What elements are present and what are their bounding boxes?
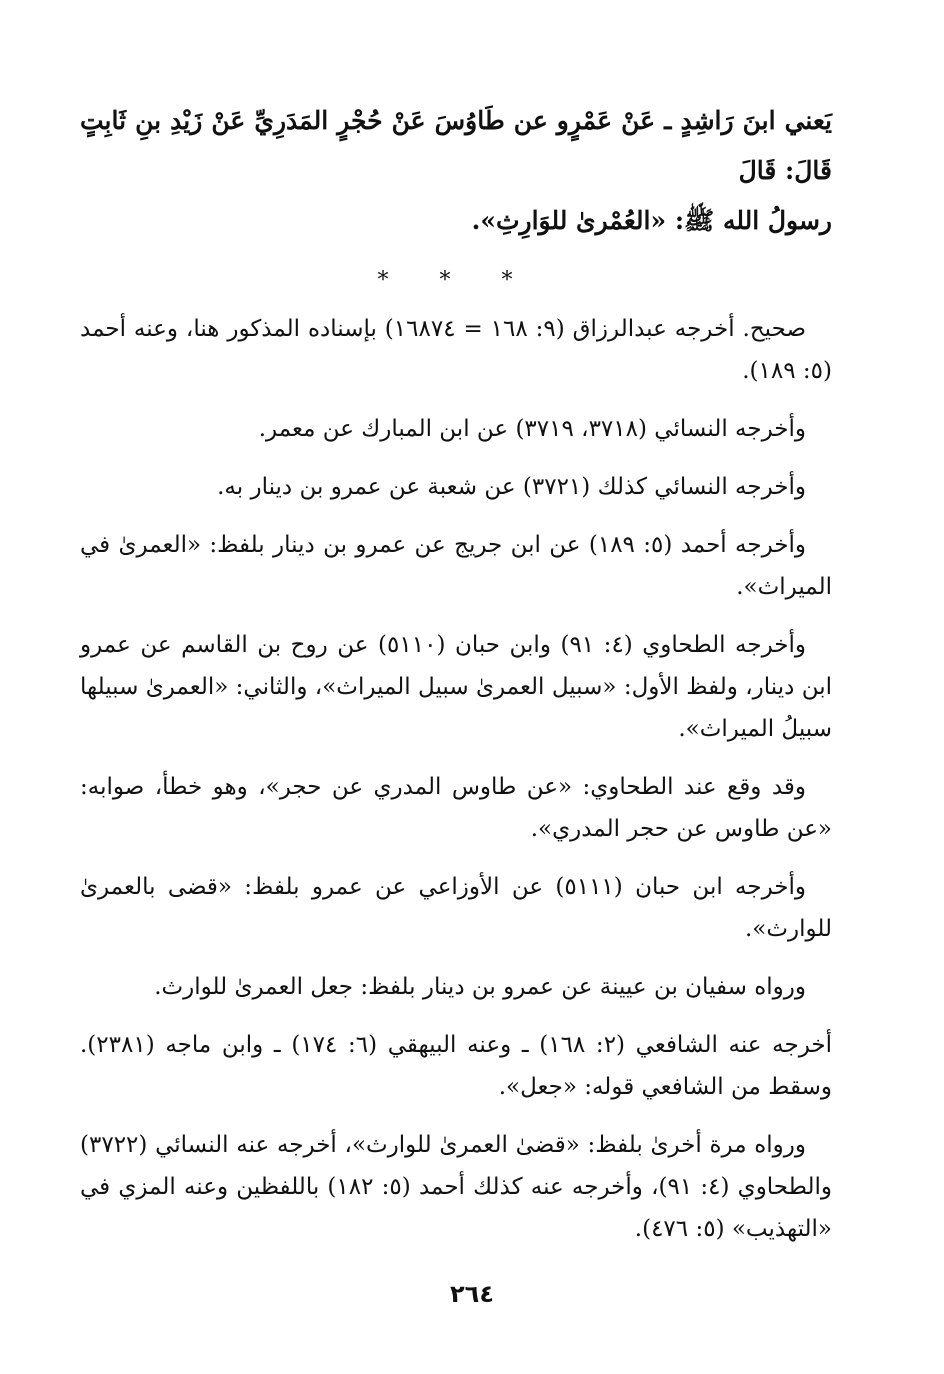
commentary-paragraph: وأخرجه النسائي كذلك (٣٧٢١) عن شعبة عن عمرو بن دينار به. <box>217 474 806 500</box>
commentary-paragraph: وأخرجه أحمد (٥: ١٨٩) عن ابن جريج عن عمرو بن دينار بلفظ: «العمرىٰ في الميراث». <box>80 532 832 600</box>
commentary-paragraph: وأخرجه النسائي (٣٧١٨، ٣٧١٩) عن ابن المبارك عن معمر. <box>258 416 806 442</box>
commentary-paragraph: ورواه مرة أخرىٰ بلفظ: «قضىٰ العمرىٰ للوارث»، أخرجه عنه النسائي (٣٧٢٢) والطحاوي (٤: ٩١)، وأخرجه عنه كذلك أحمد (٥: ١٨٢) باللفظين وعنه المزي في «التهذيب» (٥: ٤٧٦). <box>80 1132 833 1242</box>
hadith-line-2: رسولُ الله ﷺ: «العُمْرىٰ للوَارِثِ». <box>471 206 832 235</box>
page-body <box>80 96 832 1250</box>
commentary-paragraph: أخرجه عنه الشافعي (٢: ١٦٨) ـ وعنه البيهقي (٦: ١٧٤) ـ وابن ماجه (٢٣٨١). وسقط من الشافعي قوله: «جعل». <box>80 1032 833 1100</box>
commentary-paragraph: وأخرجه الطحاوي (٤: ٩١) وابن حبان (٥١١٠) عن روح بن القاسم عن عمرو ابن دينار، ولفظ الأول: «سبيل العمرىٰ سبيل الميراث»، والثاني: «العمرىٰ سبيلها سبيلُ الميراث». <box>80 632 832 742</box>
commentary-paragraph: صحيح. أخرجه عبدالرزاق (٩: ١٦٨ = ١٦٨٧٤) بإسناده المذكور هنا، وعنه أحمد (٥: ١٨٩). <box>80 316 832 384</box>
commentary-paragraph: وأخرجه ابن حبان (٥١١١) عن الأوزاعي عن عمرو بلفظ: «قضى بالعمرىٰ للوارث». <box>80 874 832 942</box>
hadith-text <box>80 96 832 246</box>
commentary-paragraph: وقد وقع عند الطحاوي: «عن طاوس المدري عن حجر»، وهو خطأ، صوابه: «عن طاوس عن حجر المدري». <box>80 774 832 842</box>
page-number: ٢٦٤ <box>450 1280 494 1308</box>
commentary-paragraph: ورواه سفيان بن عيينة عن عمرو بن دينار بلفظ: جعل العمرىٰ للوارث. <box>154 974 806 1000</box>
section-separator: * * * <box>377 268 535 293</box>
hadith-line-1: يَعني ابنَ رَاشِدٍ ـ عَنْ عَمْرٍو عن طَاوُسَ عَنْ حُجْرٍ المَدَرِيِّ عَنْ زَيْدِ بنِ ثَابِتٍ قَالَ: قَالَ <box>80 106 832 185</box>
